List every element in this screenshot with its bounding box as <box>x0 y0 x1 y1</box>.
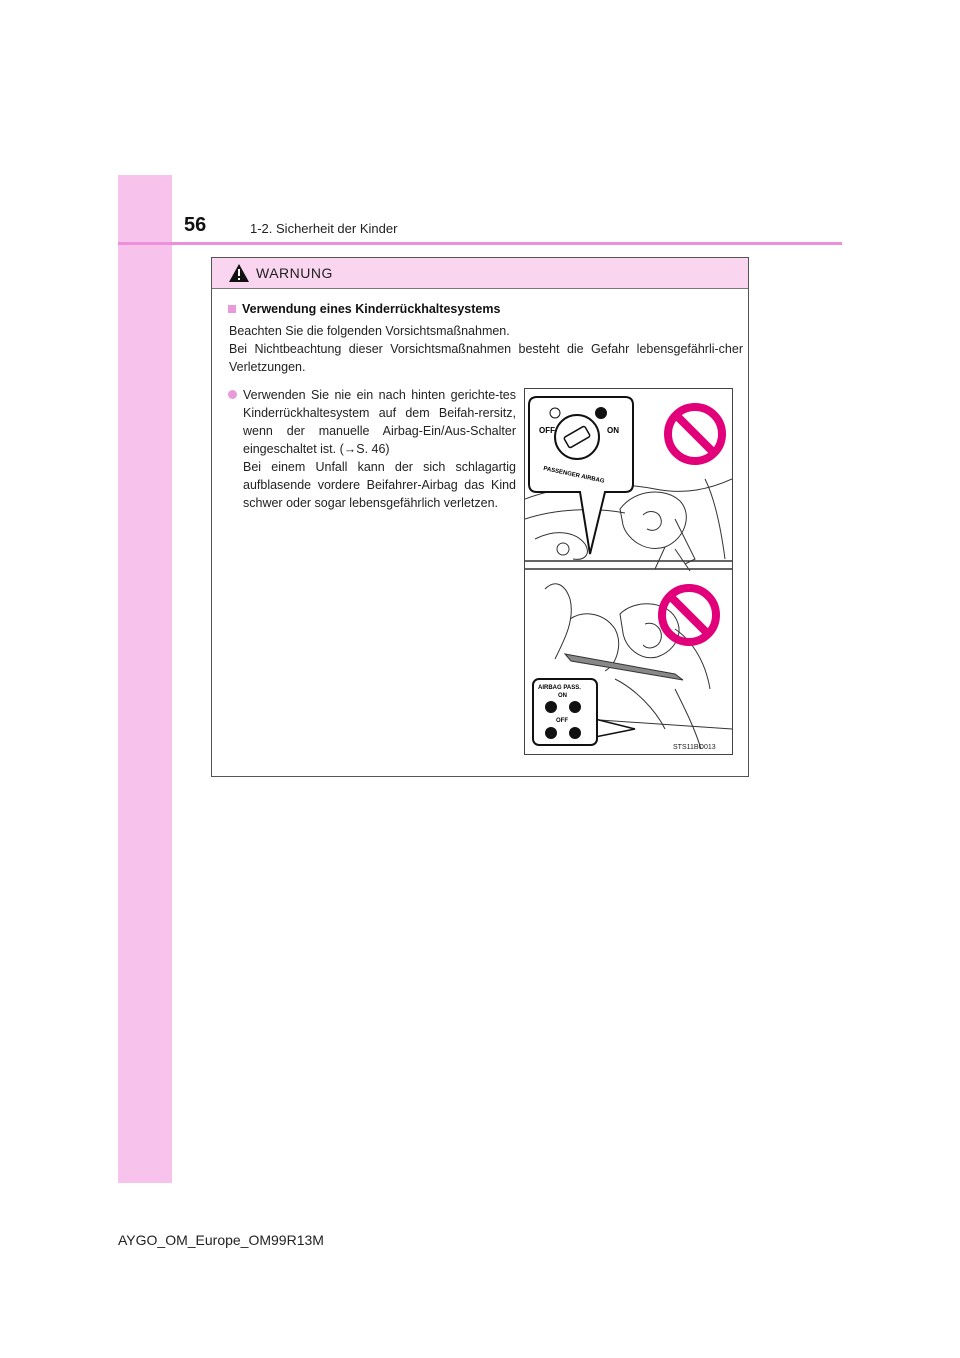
footer-document-id: AYGO_OM_Europe_OM99R13M <box>118 1232 324 1248</box>
section-title: 1-2. Sicherheit der Kinder <box>250 221 398 236</box>
header-rule <box>118 242 842 245</box>
page-number: 56 <box>184 214 207 236</box>
indicator-title: AIRBAG PASS. <box>538 685 581 691</box>
prohibition-icon <box>662 588 716 642</box>
intro-line: Bei Nichtbeachtung dieser Vorsichtsmaßnahmen besteht die Gefahr lebensgefährli-cher Verletzungen. <box>229 342 743 374</box>
indicator-off-label: OFF <box>556 718 568 724</box>
illustration-drawing <box>525 389 732 754</box>
warning-label: WARNUNG <box>256 265 333 281</box>
square-bullet-icon <box>228 305 236 313</box>
warning-header <box>212 258 748 289</box>
switch-off-label: OFF <box>539 426 555 435</box>
topic-title: Verwendung eines Kinderrückhaltesystems <box>242 302 501 316</box>
topic-heading <box>228 302 500 316</box>
warning-box <box>211 257 749 777</box>
illustration <box>524 388 733 755</box>
round-bullet-icon <box>228 390 237 399</box>
item-consequence: Bei einem Unfall kann der sich schlagartig aufblasende vordere Beifahrer-Airbag das Kind schwer oder sogar lebensgefährlich verletzen. <box>243 460 516 510</box>
figure-code: STS11BO013 <box>673 744 716 751</box>
list-item <box>228 386 516 512</box>
switch-caption: PASSENGER AIRBAG <box>542 465 605 485</box>
switch-on-label: ON <box>607 426 619 435</box>
item-instruction: Verwenden Sie nie ein nach hinten gerichte-tes Kinderrückhaltesystem auf dem Beifah-rersitz, wenn der manuelle Airbag-Ein/Aus-Schalter eingeschaltet ist. (→S. 46) <box>243 388 516 456</box>
prohibition-icon <box>668 407 722 461</box>
side-band <box>118 175 172 1183</box>
item-text <box>243 386 516 512</box>
intro-text <box>229 322 743 376</box>
indicator-on-label: ON <box>558 693 567 699</box>
airbag-switch-callout <box>529 397 633 554</box>
intro-line: Beachten Sie die folgenden Vorsichtsmaßnahmen. <box>229 324 510 338</box>
airbag-indicator-callout <box>533 679 635 745</box>
warning-triangle-icon <box>228 263 250 283</box>
